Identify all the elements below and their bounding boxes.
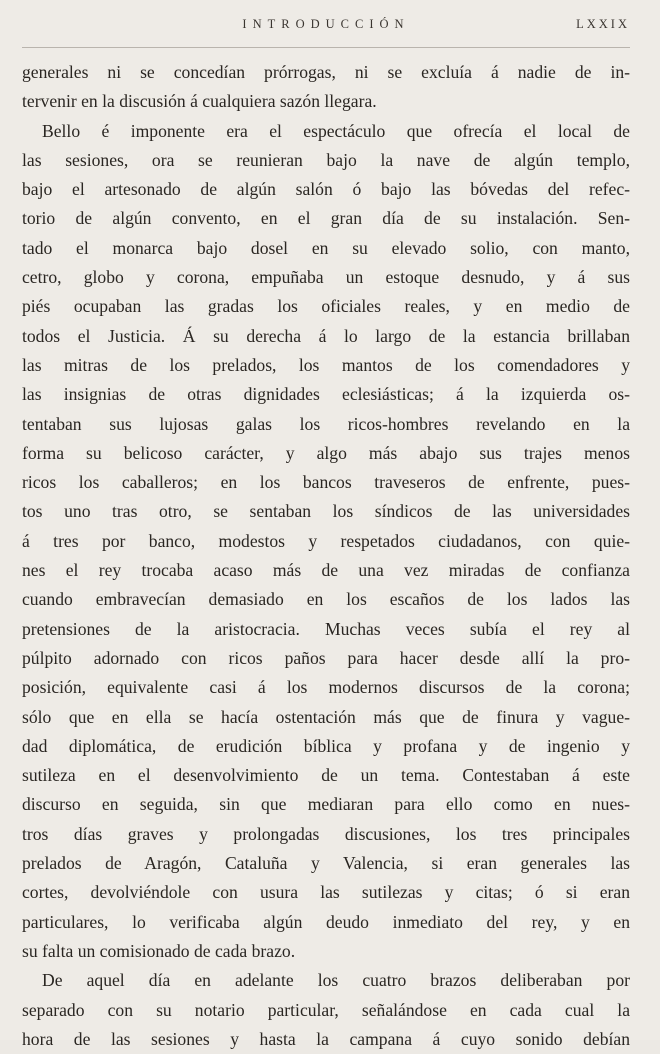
- text-line: todos el Justicia. Á su derecha á lo largo de la estancia brillaban: [22, 325, 630, 346]
- text-line: piés ocupaban las gradas los oficiales reales, y en medio de: [22, 296, 630, 317]
- text-line: sólo que en ella se hacía ostentación más que de finura y vague-: [22, 706, 630, 727]
- running-head: INTRODUCCIÓN: [242, 17, 410, 31]
- text-line: forma su belicoso carácter, y algo más abajo sus trajes menos: [22, 442, 630, 463]
- text-line: pretensiones de la aristocracia. Muchas veces subía el rey al: [22, 618, 630, 639]
- text-line: discurso en seguida, sin que mediaran para ello como en nues-: [22, 794, 630, 815]
- text-line: á tres por banco, modestos y respetados ciudadanos, con quie-: [22, 530, 630, 551]
- text-line: hora de las sesiones y hasta la campana á cuyo sonido debían: [22, 1028, 630, 1049]
- text-line: posición, equivalente casi á los modernos discursos de la corona;: [22, 677, 630, 698]
- text-line: tros días graves y prolongadas discusiones, los tres principales: [22, 823, 630, 844]
- text-line: púlpito adornado con ricos paños para hacer desde allí la pro-: [22, 647, 630, 668]
- header-rule: [22, 47, 630, 48]
- text-line: cuando embravecían demasiado en los escaños de los lados las: [22, 589, 630, 610]
- text-line: Bello é imponente era el espectáculo que ofrecía el local de: [42, 120, 630, 141]
- text-line: tado el monarca bajo dosel en su elevado solio, con manto,: [22, 237, 630, 258]
- text-line: generales ni se concedían prórrogas, ni se excluía á nadie de in-: [22, 62, 630, 82]
- text-line: las sesiones, ora se reunieran bajo la nave de algún templo,: [22, 149, 630, 170]
- text-line: su falta un comisionado de cada brazo.: [22, 940, 296, 961]
- page-header: [22, 17, 630, 41]
- text-line: las insignias de otras dignidades eclesiásticas; á la izquierda os-: [22, 384, 630, 405]
- text-line: las mitras de los prelados, los mantos de los comendadores y: [22, 354, 630, 375]
- text-line: dad diplomática, de erudición bíblica y profana y de ingenio y: [22, 735, 630, 756]
- body-text: [22, 58, 630, 1054]
- text-line: tentaban sus lujosas galas los ricos-hombres revelando en la: [22, 413, 630, 434]
- text-line: ricos los caballeros; en los bancos traveseros de enfrente, pues-: [22, 472, 630, 493]
- text-line: cortes, devolviéndole con usura las sutilezas y citas; ó si eran: [22, 882, 630, 903]
- text-line: tervenir en la discusión á cualquiera sazón llegara.: [22, 91, 377, 112]
- text-line: cetro, globo y corona, empuñaba un estoque desnudo, y á sus: [22, 267, 630, 288]
- text-line: De aquel día en adelante los cuatro brazos deliberaban por: [42, 970, 630, 991]
- text-line: bajo el artesonado de algún salón ó bajo las bóvedas del refec-: [22, 179, 630, 200]
- text-line: separado con su notario particular, señalándose en cada cual la: [22, 999, 630, 1020]
- page-number: LXXIX: [576, 17, 630, 31]
- text-line: torio de algún convento, en el gran día de su instalación. Sen-: [22, 208, 630, 229]
- text-line: sutileza en el desenvolvimiento de un tema. Contestaban á este: [22, 765, 630, 786]
- text-line: tos uno tras otro, se sentaban los síndicos de las universidades: [22, 501, 630, 522]
- text-line: particulares, lo verificaba algún deudo inmediato del rey, y en: [22, 911, 630, 932]
- text-line: prelados de Aragón, Cataluña y Valencia, si eran generales las: [22, 853, 630, 874]
- text-line: nes el rey trocaba acaso más de una vez miradas de confianza: [22, 560, 630, 581]
